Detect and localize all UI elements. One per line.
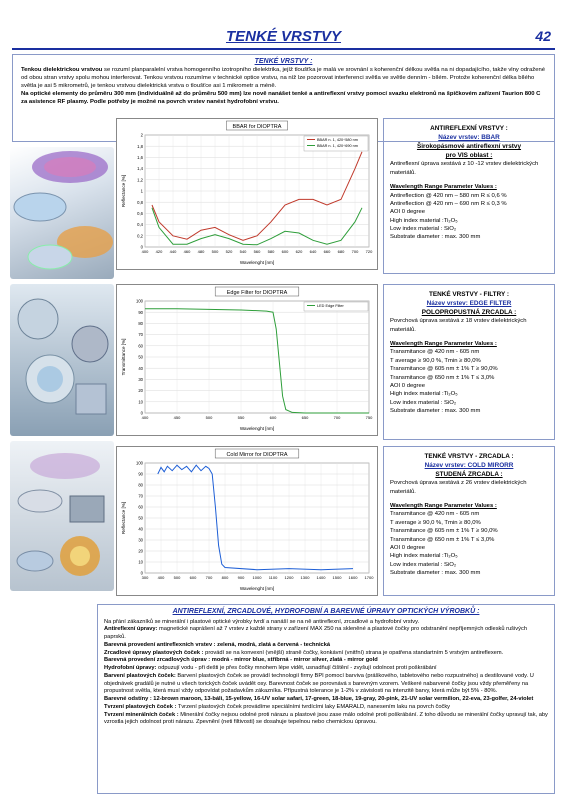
cold-mirror-chart-svg [117,447,377,595]
y-tick-label: 20 [138,388,143,394]
y-tick-label: 90 [138,471,143,477]
x-tick-label: 700 [205,575,213,580]
x-tick-label: 1300 [300,575,310,580]
x-tick-label: 520 [225,249,233,254]
spec-param-line: Substrate diameter : max. 300 mm [390,408,481,415]
edge-filter-chart [116,284,378,436]
coatings-paragraph-label: Tvrzení minerálních čoček : [104,711,179,718]
spec-param-line: AOI 0 degree [390,209,426,216]
x-tick-label: 640 [309,249,317,254]
y-tick-label: 1,4 [137,166,143,172]
y-tick-label: 1 [140,188,143,194]
x-tick-label: 400 [157,575,165,580]
bbar-chart-svg [117,119,377,269]
x-axis-label: Wavelenght [nm] [239,260,275,265]
spec-param-line: Transmitance @ 650 nm ± 1% T ≤ 3,0% [390,374,495,381]
coatings-paragraph-label: Antireflexní úpravy: [104,626,158,633]
x-tick-label: 400 [141,249,149,254]
page-header [12,26,555,50]
spec-param-line: Low index material : SiO₂ [390,226,457,232]
x-tick-label: 460 [183,249,191,254]
spec-heading: ANTIREFLEXNÍ VRSTVY : [430,125,508,132]
y-tick-label: 40 [138,365,143,371]
spec-param-line: Transmitance @ 605 nm ± 1% T ≥ 90,0% [390,528,498,535]
x-tick-label: 580 [267,249,275,254]
x-tick-label: 300 [141,575,149,580]
intro-note: Na optické elementy do průměru 300 mm (individuálně až do průměru 500 mm) lze nově nanášet tenké a antireflexní vrstvy pomocí svazku elektronů na špičkovém zařízení Taurion 800 C za asistence RF plasmy. Podle potřeby je možné na povrch vrstev nanést hydrofobní vrstvu. [21,91,541,106]
y-tick-label: 100 [136,460,143,466]
x-tick-label: 620 [295,249,303,254]
spec-description: Povrchová úprava sestává z 18 vrstev dielektrických materiálů. [390,318,527,333]
y-tick-label: 70 [138,332,143,338]
coatings-paragraph-text: Tvrzení plastových čoček provádíme speciálními tvrdícími laky EMARALD, nanesením laku na povrch čočky [176,703,451,710]
x-tick-label: 560 [253,249,261,254]
coatings-paragraph-text: Barvení plastových čoček se provádí technologií firmy BPI pomocí barviva (práškového, tabletového nebo rozpustného) a destilované vody. U objednávek gradálů je nutné u všech torických čoček uvádět osy. Barevnost čoček se porovnává s barevným vzorem. Veškeré nabarvené čočky jsou vždy přeměřeny na propustnost světla, která musí vždy odpovídat požadavkům zákazníka. Přípustná tolerance je 1-2% v závislosti na intenzitě barvy, která může být 5% - 80%. [104,672,534,695]
spec-subtitle: Širokopásmové antireflexní vrstvy [416,143,522,151]
legend-label: BBAR n. 1, 420÷580 nm [317,138,358,142]
spec-heading: TENKÉ VRSTVY - FILTRY : [428,291,509,298]
spec-coating-name: Název vrstev: COLD MIRORR [424,462,514,470]
y-tick-label: 60 [138,504,143,510]
y-tick-label: 0,4 [137,222,143,228]
x-tick-label: 1000 [252,575,262,580]
y-axis-label: Transmittance [%] [121,338,126,376]
legend-label: LED Edge Filter [317,304,344,308]
x-tick-label: 500 [205,415,213,420]
y-tick-label: 10 [138,399,143,405]
y-tick-label: 0,6 [137,211,143,216]
y-tick-label: 0,2 [137,233,143,239]
chart-title: Edge Filter for DIOPTRA [226,290,288,296]
spec-param-line: High index material :Ti₂O₅ [390,217,458,224]
spec-params-heading: Wavelength Range Parameter Values : [390,503,497,510]
coatings-paragraph-text: odpuzují vodu - při dešti je přes čočky mnohem lépe vidět, usnadňují čištění - zvyšují odolnost proti poškrábání [156,665,437,672]
x-tick-label: 400 [141,415,149,420]
y-tick-label: 20 [138,548,143,554]
y-tick-label: 100 [136,298,143,304]
spec-param-line: Transmitance @ 420 nm - 605 nm [390,511,480,518]
spec-box-cold-mirror [383,446,555,596]
spec-param-line: Low index material : SiO₂ [390,561,457,568]
coatings-paragraph-text: magnetické naprášení až 7 vrstev z každé strany v zařízení MAX 250 na skleněné a plastové čočky pro odstranění nepříjemných odlesků rušivých paprsků. [104,626,527,641]
spec-box-edge-filter [383,284,555,440]
y-tick-label: 1,8 [137,143,143,149]
y-tick-label: 50 [138,354,143,360]
page-title: TENKÉ VRSTVY [225,28,342,45]
y-tick-label: 60 [138,343,143,349]
x-tick-label: 1200 [284,575,294,580]
x-tick-label: 700 [351,249,359,254]
spec-subtitle: POLOPROPUSTNÁ ZRCADLA : [421,309,517,317]
coatings-paragraph [104,696,548,704]
coated-optics-photo-2 [10,284,114,436]
y-tick-label: 0,8 [137,199,143,205]
spec-box-bbar [383,118,555,274]
y-tick-label: 70 [138,493,143,499]
chart-title: BBAR for DIOPTRA [232,124,282,130]
coatings-paragraph [104,665,548,673]
x-tick-label: 800 [221,575,229,580]
x-tick-label: 600 [269,415,277,420]
spec-param-line: Substrate diameter : max. 300 mm [390,570,481,577]
y-tick-label: 0 [140,570,143,576]
spec-param-line: Substrate diameter : max. 300 mm [390,234,481,241]
coatings-heading: ANTIREFLEXNÍ, ZRCADLOVÉ, HYDROFOBNÍ A BAREVNÉ ÚPRAVY OPTICKÝCH VÝROBKŮ : [172,608,480,615]
y-tick-label: 10 [138,559,143,565]
legend-label: BBAR n. 1, 420÷690 nm [317,144,358,148]
coatings-paragraph-label: Barevné odstíny : 12-brown maroon, 13-báli, 15-yellow, 16-UV solar safari, 17-green, 18-blue, 19-gray, 20-pink, 21-UV solar vermilion, 22-eva, 23-golfer, 24-violet [104,696,534,703]
coatings-info-box [97,604,555,794]
coatings-paragraph-label: Barvení plastových čoček: [104,672,176,679]
coatings-paragraph-text: Minerální čočky nejsou odolné proti nárazu a plastové jsou zase málo odolné proti poškrábání. Z toho důvodu se minerální čočky upravují tak, aby vzrostla jejich odolnost proti nárazu. Zpevnění (neti filtivosti) se dosahuje tepelnou nebo chemickou úpravou. [104,711,548,726]
y-tick-label: 30 [138,537,143,543]
intro-paragraph [21,67,546,91]
x-tick-label: 1600 [348,575,358,580]
x-axis-label: Wavelenght [nm] [239,586,275,591]
spec-param-line: T average ≥ 90,0 %, Tmin ≥ 80,0% [390,357,481,364]
x-tick-label: 1100 [268,575,278,580]
x-tick-label: 720 [365,249,373,254]
coatings-paragraph [104,657,548,665]
y-tick-label: 0 [140,244,143,250]
edge-filter-chart-svg [117,285,377,435]
y-tick-label: 2 [140,132,143,138]
spec-subtitle: STUDENÁ ZRCADLA : [435,471,503,479]
coatings-paragraph [104,626,548,642]
y-tick-label: 90 [138,309,143,315]
spec-param-line: Antireflection @ 420 nm – 580 nm R ≤ 0,6 % [390,192,507,199]
x-tick-label: 420 [155,249,163,254]
spec-param-line: T average ≥ 90,0 %, Tmin ≥ 80,0% [390,519,481,526]
coatings-paragraph-label: Zrcadlové úpravy plastových čoček : [104,649,204,656]
coatings-paragraph [104,704,548,712]
x-tick-label: 480 [197,249,205,254]
spec-params-heading: Wavelength Range Parameter Values : [390,184,497,191]
coatings-paragraph [104,650,548,658]
x-tick-label: 1500 [332,575,342,580]
x-tick-label: 1700 [364,575,374,580]
coatings-paragraph-label: Hydrofobní úpravy: [104,665,157,672]
intro-text: se rozumí planparalelní vrstva homogenního izotropního dielektrika, jejíž tloušťka je malá ve srovnání s koherenční délkou světla na ni dopadajícího, takže vlny odražené od obou stran vrstvy spolu mohou interferovat. Tenkou vrstvou rozumíme v technické optice vrstvu, na níž lze pozorovat interferenci světla ve světle denním - bílém. Protože koherenční délka bílého světla je asi 5 mikrometrů, je tenkou vrstvou dielektrická vrstva o tloušťce asi 1 mikrometr a méně. [21,67,546,90]
coated-optics-photo-3 [10,441,114,591]
x-tick-label: 700 [333,415,341,420]
coated-optics-photo-1 [10,147,114,279]
y-tick-label: 1,2 [137,177,143,183]
x-tick-label: 440 [169,249,177,254]
y-axis-label: Reflectance [%] [121,174,126,208]
x-tick-label: 680 [337,249,345,254]
coatings-paragraph [104,642,548,650]
page-number: 42 [535,28,551,44]
x-tick-label: 1400 [316,575,326,580]
x-tick-label: 540 [239,249,247,254]
coatings-paragraph [104,712,548,728]
y-tick-label: 80 [138,482,143,488]
x-tick-label: 450 [173,415,181,420]
y-tick-label: 0 [140,410,143,416]
x-tick-label: 750 [365,415,373,420]
spec-param-line: High index material :Ti₂O₅ [390,391,458,398]
x-tick-label: 900 [237,575,245,580]
y-tick-label: 80 [138,321,143,326]
x-tick-label: 660 [323,249,331,254]
x-tick-label: 650 [301,415,309,420]
x-tick-label: 500 [173,575,181,580]
spec-param-line: High index material :Ti₂O₅ [390,553,458,560]
spec-description: Antireflexní úprava sestává z 10 -12 vrstev dielektrických materiálů. [390,161,539,176]
spec-param-line: Low index material : SiO₂ [390,399,457,406]
spec-param-line: AOI 0 degree [390,544,426,551]
coatings-paragraph-label: Tvrzení plastových čoček : [104,703,177,710]
spec-subtitle-2: pro VIS oblast : [445,152,493,160]
coatings-paragraphs [104,619,548,728]
spec-description: Povrchová úprava sestává z 26 vrstev dielektrických materiálů. [390,480,527,495]
spec-param-line: Antireflection @ 420 nm – 690 nm R ≤ 0,3 % [390,200,507,207]
spec-param-line: Transmitance @ 650 nm ± 1% T ≤ 3,0% [390,536,495,543]
coatings-paragraph-text: Na přání zákazníků se minerální i plastové optické výrobky tvrdí a nanáší se na ně antireflexní, zrcadlové a hydrofobní vrstvy. [104,618,420,625]
intro-lead: Tenkou dielektrickou vrstvou [21,67,103,74]
spec-param-line: Transmitance @ 420 nm - 605 nm [390,349,480,356]
x-tick-label: 600 [189,575,197,580]
intro-heading: TENKÉ VRSTVY : [254,58,313,65]
y-tick-label: 1,6 [137,155,143,160]
spec-params-heading: Wavelength Range Parameter Values : [390,341,497,348]
chart-title: Cold Mirror for DIOPTRA [226,452,288,458]
cold-mirror-chart [116,446,378,596]
bbar-chart [116,118,378,270]
y-tick-label: 40 [138,526,143,532]
coatings-paragraph [104,673,548,696]
x-tick-label: 500 [211,249,219,254]
x-axis-label: Wavelenght [nm] [239,426,275,431]
x-tick-label: 550 [237,415,245,420]
y-tick-label: 50 [138,515,143,521]
coatings-paragraph-text: provádí se na konvexní (vnější) straně čočky, konkávní (vnitřní) strana je opatřena standartním 5 vrstvým antireflexem. [203,649,504,656]
coatings-paragraph-label: Barevná provedení antireflexních vrstev : zelená, modrá, zlatá a červená - technická [104,641,331,648]
y-axis-label: Reflectance [%] [121,501,126,535]
spec-coating-name: Název vrstev: BBAR [438,134,500,142]
spec-coating-name: Název vrstev: EDGE FILTER [426,300,512,308]
coatings-paragraph-label: Barevná provedení zrcadlových úprav : modrá - mirror blue, stříbrná - mirror silver, zlatá - mirror gold [104,657,378,664]
spec-param-line: Transmitance @ 605 nm ± 1% T ≥ 90,0% [390,366,498,373]
x-tick-label: 600 [281,249,289,254]
spec-heading: TENKÉ VRSTVY - ZRCADLA : [424,453,514,460]
y-tick-label: 30 [138,377,143,382]
spec-param-line: AOI 0 degree [390,382,426,389]
